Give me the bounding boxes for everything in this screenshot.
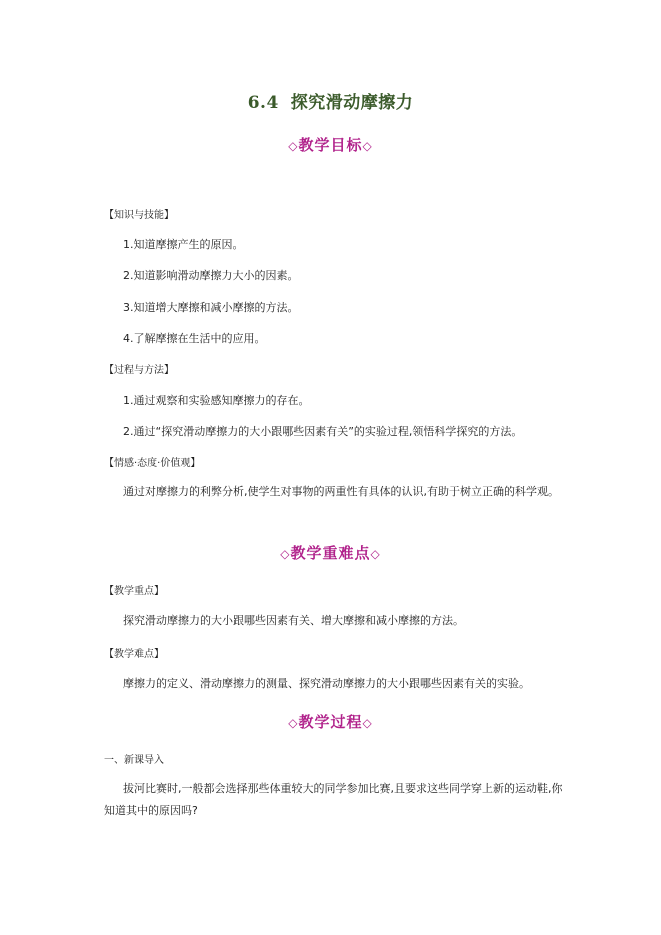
difficulty-text: 摩擦力的定义、滑动摩擦力的测量、探究滑动摩擦力的大小跟哪些因素有关的实验。 — [123, 677, 530, 690]
diamond-icon: ◇ — [362, 139, 373, 153]
section-heading-goals — [0, 134, 661, 155]
knowledge-item-2: 2.知道影响滑动摩擦力大小的因素。 — [123, 269, 299, 282]
diamond-icon: ◇ — [362, 716, 373, 730]
document-title — [0, 88, 661, 113]
diamond-icon: ◇ — [370, 547, 381, 561]
process-item-1: 1.通过观察和实验感知摩擦力的存在。 — [123, 394, 310, 407]
diamond-icon: ◇ — [288, 139, 299, 153]
title-text: 探究滑动摩擦力 — [290, 93, 414, 113]
title-number: 6.4 — [247, 93, 279, 113]
diamond-icon: ◇ — [280, 547, 291, 561]
section-title-key-points: 教学重难点 — [290, 544, 371, 562]
section-heading-process — [0, 711, 661, 732]
diamond-icon: ◇ — [288, 716, 299, 730]
knowledge-item-4: 4.了解摩擦在生活中的应用。 — [123, 332, 266, 345]
section-heading-key-points — [0, 542, 661, 563]
knowledge-item-1: 1.知道摩擦产生的原因。 — [123, 238, 244, 251]
focus-text: 探究滑动摩擦力的大小跟哪些因素有关、增大摩擦和减小摩擦的方法。 — [123, 614, 464, 627]
label-focus: 【教学重点】 — [104, 586, 164, 597]
emotion-paragraph: 通过对摩擦力的利弊分析,使学生对事物的两重性有具体的认识,有助于树立正确的科学观。 — [123, 485, 559, 498]
section-title-goals: 教学目标 — [298, 136, 363, 154]
label-process-method: 【过程与方法】 — [104, 365, 174, 376]
process-item-2: 2.通过“探究滑动摩擦力的大小跟哪些因素有关”的实验过程,领悟科学探究的方法。 — [123, 425, 523, 438]
label-intro: 一、新课导入 — [104, 755, 164, 766]
label-difficulty: 【教学难点】 — [104, 649, 164, 660]
knowledge-item-3: 3.知道增大摩擦和减小摩擦的方法。 — [123, 301, 299, 314]
label-knowledge: 【知识与技能】 — [104, 210, 174, 221]
intro-paragraph: 拔河比赛时,一般都会选择那些体重较大的同学参加比赛,且要求这些同学穿上新的运动鞋,你知道其中的原因吗? — [104, 782, 563, 817]
section-title-process: 教学过程 — [298, 713, 363, 731]
label-emotion: 【情感·态度·价值观】 — [104, 458, 201, 469]
